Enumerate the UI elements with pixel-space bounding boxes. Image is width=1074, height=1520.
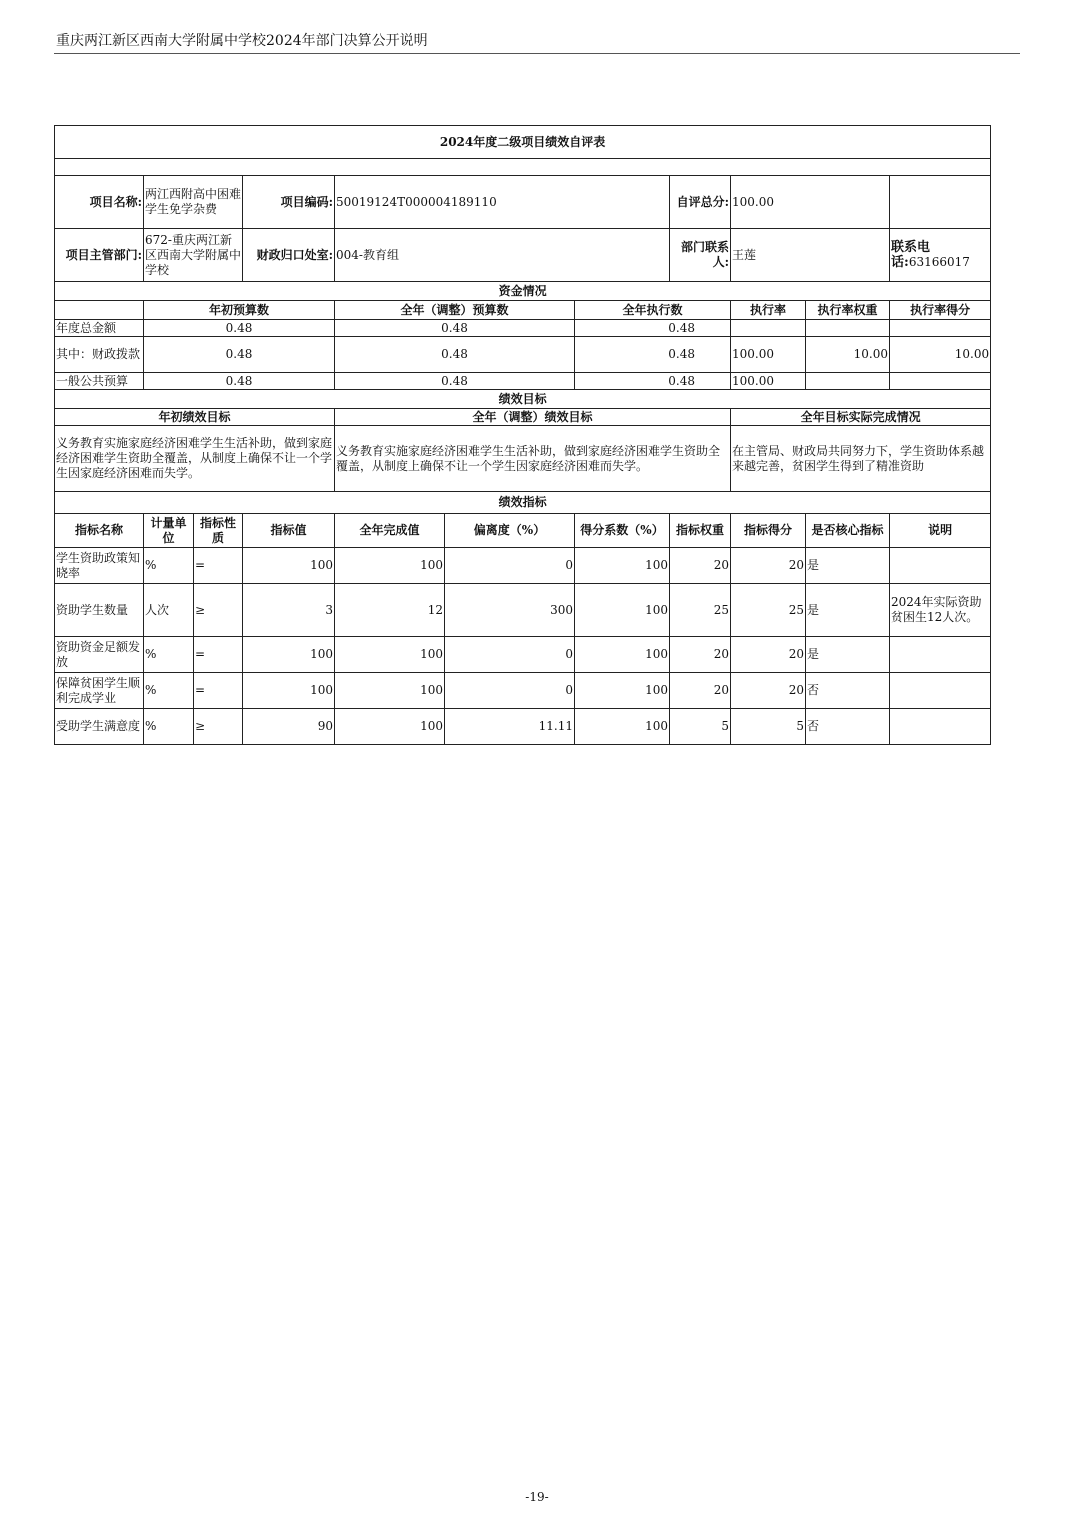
funds-row-rate: 100.00 [731, 373, 806, 390]
empty-cell [890, 176, 991, 229]
funds-row-label: 其中：财政拨款 [55, 337, 144, 373]
ind-note [890, 709, 991, 745]
ind-actual: 12 [335, 584, 445, 637]
indicator-row [55, 673, 991, 709]
contact-value: 王莲 [731, 229, 890, 282]
indicator-row [55, 637, 991, 673]
goal-adjusted-text: 义务教育实施家庭经济困难学生生活补助，做到家庭经济困难学生资助全覆盖，从制度上确保不让一个学生因家庭经济困难而失学。 [335, 426, 731, 492]
ind-nature: ≥ [194, 709, 243, 745]
funds-header-weight: 执行率权重 [806, 301, 890, 320]
funds-row-weight [806, 320, 890, 337]
info-row-2 [55, 229, 991, 282]
funds-row-executed: 0.48 [575, 337, 731, 373]
funds-row-rate: 100.00 [731, 337, 806, 373]
funds-section-title: 资金情况 [55, 282, 991, 301]
dept-value: 672-重庆两江新区西南大学附属中学校 [144, 229, 243, 282]
funds-row-score [890, 373, 991, 390]
ind-unit: % [144, 673, 194, 709]
page-number: -19- [525, 1490, 549, 1504]
project-code-value: 50019124T000004189110 [335, 176, 670, 229]
funds-row [55, 320, 991, 337]
ind-actual: 100 [335, 548, 445, 584]
ind-target: 100 [243, 637, 335, 673]
ind-coef: 100 [575, 709, 670, 745]
funds-header-row [55, 301, 991, 320]
goal-actual-text: 在主管局、财政局共同努力下，学生资助体系越来越完善，贫困学生得到了精准资助 [731, 426, 991, 492]
funds-row-initial: 0.48 [144, 320, 335, 337]
ind-actual: 100 [335, 709, 445, 745]
ind-target: 3 [243, 584, 335, 637]
blank-row [55, 159, 991, 176]
indicators-section-title: 绩效指标 [55, 492, 991, 514]
indicators-header-row [55, 514, 991, 548]
funds-row-label: 一般公共预算 [55, 373, 144, 390]
funds-header-executed: 全年执行数 [575, 301, 731, 320]
header-divider [54, 53, 1020, 54]
ind-header-weight: 指标权重 [670, 514, 731, 548]
performance-form-table [54, 125, 991, 745]
ind-coef: 100 [575, 584, 670, 637]
funds-header-blank [55, 301, 144, 320]
funds-row-initial: 0.48 [144, 337, 335, 373]
ind-header-name: 指标名称 [55, 514, 144, 548]
ind-score: 5 [731, 709, 806, 745]
ind-unit: % [144, 709, 194, 745]
ind-deviation: 0 [445, 637, 575, 673]
funds-row-weight: 10.00 [806, 337, 890, 373]
goals-header-adjusted: 全年（调整）绩效目标 [335, 409, 731, 426]
ind-deviation: 11.11 [445, 709, 575, 745]
ind-nature: ≥ [194, 584, 243, 637]
ind-score: 25 [731, 584, 806, 637]
funds-row-initial: 0.48 [144, 373, 335, 390]
ind-score: 20 [731, 673, 806, 709]
goals-content-row [55, 426, 991, 492]
ind-note [890, 637, 991, 673]
ind-weight: 20 [670, 548, 731, 584]
ind-weight: 25 [670, 584, 731, 637]
ind-unit: 人次 [144, 584, 194, 637]
indicator-row [55, 709, 991, 745]
ind-coef: 100 [575, 637, 670, 673]
ind-name: 受助学生满意度 [55, 709, 144, 745]
funds-row-weight [806, 373, 890, 390]
funds-row-adjusted: 0.48 [335, 373, 575, 390]
ind-weight: 20 [670, 637, 731, 673]
page-header: 重庆两江新区西南大学附属中学校2024年部门决算公开说明 [56, 33, 428, 49]
ind-deviation: 300 [445, 584, 575, 637]
funds-row-executed: 0.48 [575, 373, 731, 390]
indicator-row [55, 584, 991, 637]
phone-label: 联系电话: [891, 240, 931, 270]
ind-actual: 100 [335, 673, 445, 709]
ind-name: 资助资金足额发放 [55, 637, 144, 673]
ind-header-unit: 计量单位 [144, 514, 194, 548]
ind-weight: 5 [670, 709, 731, 745]
office-value: 004-教育组 [335, 229, 670, 282]
ind-core: 是 [806, 584, 890, 637]
funds-row [55, 373, 991, 390]
ind-deviation: 0 [445, 548, 575, 584]
contact-label: 部门联系人: [670, 229, 731, 282]
ind-nature: = [194, 673, 243, 709]
ind-target: 90 [243, 709, 335, 745]
funds-row-executed: 0.48 [575, 320, 731, 337]
office-label: 财政归口处室: [243, 229, 335, 282]
total-score-value: 100.00 [731, 176, 890, 229]
funds-header-rate: 执行率 [731, 301, 806, 320]
ind-coef: 100 [575, 673, 670, 709]
ind-target: 100 [243, 548, 335, 584]
ind-coef: 100 [575, 548, 670, 584]
ind-deviation: 0 [445, 673, 575, 709]
ind-unit: % [144, 548, 194, 584]
funds-row-score: 10.00 [890, 337, 991, 373]
funds-header-score: 执行率得分 [890, 301, 991, 320]
ind-note [890, 548, 991, 584]
ind-nature: = [194, 637, 243, 673]
project-code-label: 项目编码: [243, 176, 335, 229]
goal-initial-text: 义务教育实施家庭经济困难学生生活补助，做到家庭经济困难学生资助全覆盖，从制度上确保不让一个学生因家庭经济困难而失学。 [55, 426, 335, 492]
funds-header-adjusted: 全年（调整）预算数 [335, 301, 575, 320]
project-name-label: 项目名称: [55, 176, 144, 229]
total-score-label: 自评总分: [670, 176, 731, 229]
ind-header-deviation: 偏离度（%） [445, 514, 575, 548]
ind-note [890, 673, 991, 709]
goals-header-initial: 年初绩效目标 [55, 409, 335, 426]
ind-header-score: 指标得分 [731, 514, 806, 548]
ind-header-actual: 全年完成值 [335, 514, 445, 548]
form-title: 2024年度二级项目绩效自评表 [55, 126, 991, 159]
ind-core: 否 [806, 673, 890, 709]
ind-score: 20 [731, 548, 806, 584]
info-row-1 [55, 176, 991, 229]
funds-row [55, 337, 991, 373]
project-name-value: 两江西附高中困难学生免学杂费 [144, 176, 243, 229]
phone-value: 63166017 [908, 255, 970, 269]
ind-core: 否 [806, 709, 890, 745]
funds-row-adjusted: 0.48 [335, 337, 575, 373]
funds-row-rate [731, 320, 806, 337]
goals-header-row [55, 409, 991, 426]
ind-header-note: 说明 [890, 514, 991, 548]
dept-label: 项目主管部门: [55, 229, 144, 282]
ind-note: 2024年实际资助贫困生12人次。 [890, 584, 991, 637]
phone-cell [890, 229, 991, 282]
ind-header-coef: 得分系数（%） [575, 514, 670, 548]
funds-header-initial: 年初预算数 [144, 301, 335, 320]
ind-target: 100 [243, 673, 335, 709]
funds-row-score [890, 320, 991, 337]
funds-row-adjusted: 0.48 [335, 320, 575, 337]
ind-name: 学生资助政策知晓率 [55, 548, 144, 584]
goals-section-title: 绩效目标 [55, 390, 991, 409]
ind-core: 是 [806, 637, 890, 673]
ind-score: 20 [731, 637, 806, 673]
goals-header-actual: 全年目标实际完成情况 [731, 409, 991, 426]
ind-header-nature: 指标性质 [194, 514, 243, 548]
ind-header-target: 指标值 [243, 514, 335, 548]
indicator-row [55, 548, 991, 584]
ind-name: 保障贫困学生顺利完成学业 [55, 673, 144, 709]
ind-header-core: 是否核心指标 [806, 514, 890, 548]
ind-unit: % [144, 637, 194, 673]
ind-actual: 100 [335, 637, 445, 673]
ind-core: 是 [806, 548, 890, 584]
ind-weight: 20 [670, 673, 731, 709]
funds-row-label: 年度总金额 [55, 320, 144, 337]
ind-name: 资助学生数量 [55, 584, 144, 637]
ind-nature: = [194, 548, 243, 584]
